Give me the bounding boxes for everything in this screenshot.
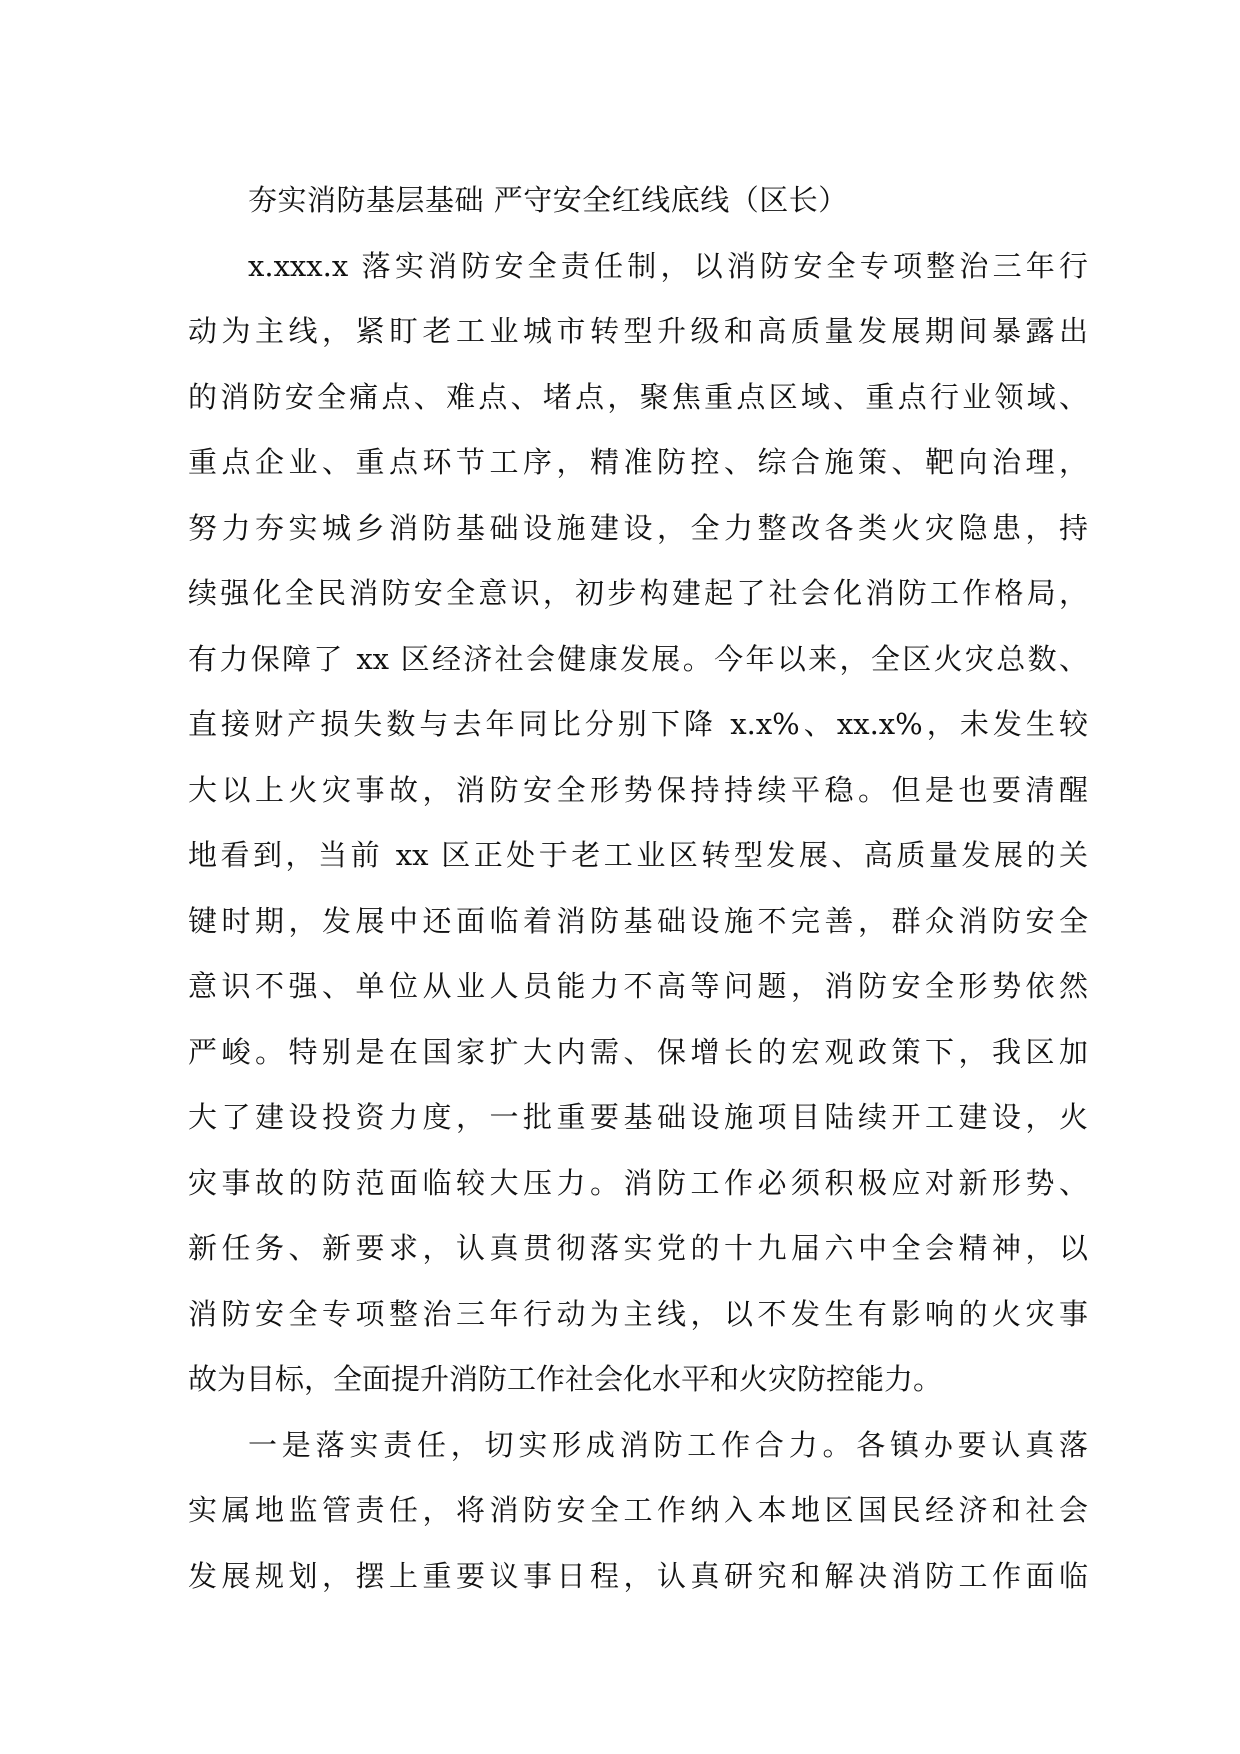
paragraph-1-line-17: 消防安全专项整治三年行动为主线，以不发生有影响的火灾事 (188, 1296, 1088, 1331)
paragraph-1-line-16: 新任务、新要求，认真贯彻落实党的十九届六中全会精神，以 (188, 1231, 1088, 1265)
paragraph-1-line-3: 的消防安全痛点、难点、堵点，聚焦重点区域、重点行业领域、 (188, 379, 1088, 414)
paragraph-1-line-15: 灾事故的防范面临较大压力。消防工作必须积极应对新形势、 (188, 1165, 1088, 1200)
paragraph-1-line-11: 键时期，发展中还面临着消防基础设施不完善，群众消防安全 (188, 903, 1088, 938)
paragraph-1-line-1: x.xxx.x 落实消防安全责任制，以消防安全专项整治三年行 (248, 248, 1088, 283)
paragraph-1-line-8: 直接财产损失数与去年同比分别下降 x.x%、xx.x%，未发生较 (188, 707, 1088, 741)
paragraph-2-line-3: 发展规划，摆上重要议事日程，认真研究和解决消防工作面临 (188, 1558, 1088, 1593)
paragraph-2-line-1: 一是落实责任，切实形成消防工作合力。各镇办要认真落 (248, 1427, 1088, 1462)
paragraph-1-line-18: 故为目标，全面提升消防工作社会化水平和火灾防控能力。 (188, 1362, 943, 1396)
paragraph-1-line-2: 动为主线，紧盯老工业城市转型升级和高质量发展期间暴露出 (188, 314, 1088, 348)
document-body (188, 168, 1088, 1609)
paragraph-1-line-6: 续强化全民消防安全意识，初步构建起了社会化消防工作格局， (188, 576, 1088, 610)
paragraph-1-line-13: 严峻。特别是在国家扩大内需、保增长的宏观政策下，我区加 (188, 1034, 1088, 1069)
paragraph-1-line-9: 大以上火灾事故，消防安全形势保持持续平稳。但是也要清醒 (188, 772, 1088, 807)
paragraph-1-line-10: 地看到，当前 xx 区正处于老工业区转型发展、高质量发展的关 (188, 838, 1088, 872)
paragraph-1-line-14: 大了建设投资力度，一批重要基础设施项目陆续开工建设，火 (188, 1100, 1088, 1134)
paragraph-2-line-2: 实属地监管责任，将消防安全工作纳入本地区国民经济和社会 (188, 1493, 1088, 1527)
paragraph-1-line-12: 意识不强、单位从业人员能力不高等问题，消防安全形势依然 (188, 969, 1088, 1003)
paragraph-1-line-7: 有力保障了 xx 区经济社会健康发展。今年以来，全区火灾总数、 (188, 641, 1088, 676)
paragraph-1-line-5: 努力夯实城乡消防基础设施建设，全力整改各类火灾隐患，持 (188, 510, 1088, 545)
document-title: 夯实消防基层基础 严守安全红线底线（区长） (248, 183, 848, 217)
paragraph-1-line-4: 重点企业、重点环节工序，精准防控、综合施策、靶向治理， (188, 445, 1088, 479)
